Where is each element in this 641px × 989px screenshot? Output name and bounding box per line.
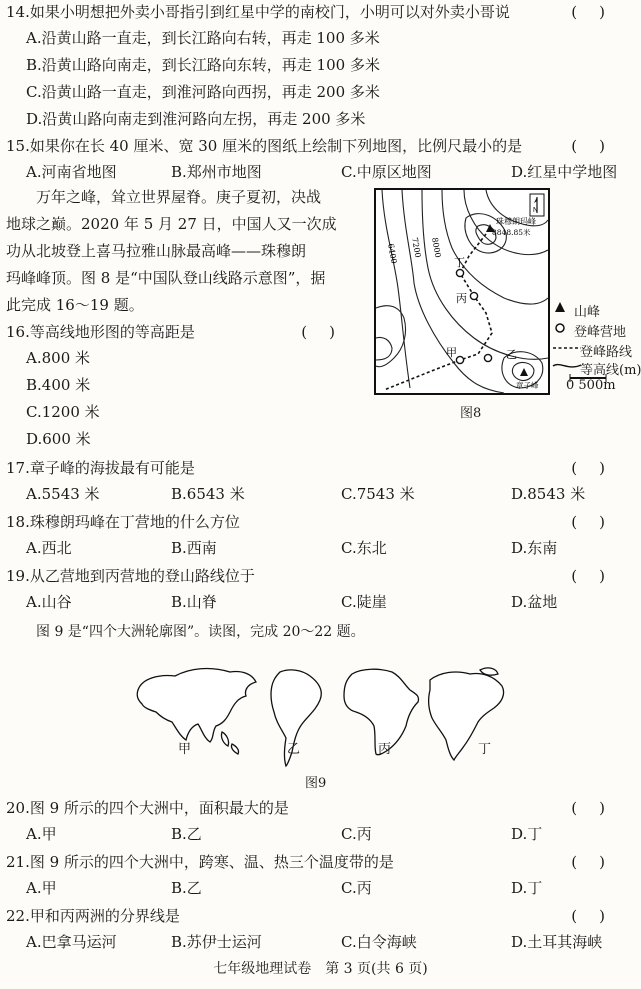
intro-line-1: 万年之峰，耸立世界屋脊。庚子夏初，决战 bbox=[36, 188, 322, 206]
zhangzi-peak-label: 章子峰 bbox=[516, 381, 539, 390]
q15-option-b: B.郑州市地图 bbox=[171, 163, 262, 181]
continent-ding-outline bbox=[429, 672, 504, 760]
q19-answer-paren: () bbox=[571, 567, 627, 585]
q14-stem bbox=[6, 2, 633, 24]
q16-option-a: A.800 米 bbox=[26, 349, 90, 367]
north-arrow-icon bbox=[530, 194, 544, 216]
continent-label-jia: 甲 bbox=[178, 742, 192, 757]
q16-stem bbox=[6, 322, 361, 344]
q20-stem bbox=[6, 798, 633, 820]
q15-option-d: D.红星中学地图 bbox=[511, 163, 618, 181]
camp-bing-label: 丙 bbox=[456, 292, 467, 305]
camp-yi-marker bbox=[484, 354, 491, 361]
q17-answer-paren: () bbox=[571, 459, 627, 477]
intro-line-3: 功从北坡登上喜马拉雅山脉最高峰——珠穆朗 bbox=[6, 242, 307, 260]
q21-option-d: D.丁 bbox=[511, 879, 543, 897]
q21-option-b: B.乙 bbox=[171, 879, 202, 897]
q14-option-a: A.沿黄山路一直走，到长江路向右转，再走 100 多米 bbox=[26, 29, 380, 47]
q19-option-c: C.陡崖 bbox=[341, 593, 387, 611]
q21-option-a: A.甲 bbox=[26, 879, 57, 897]
q20-option-d: D.丁 bbox=[511, 825, 543, 843]
q19-options bbox=[26, 592, 633, 614]
q18-option-a: A.西北 bbox=[26, 539, 72, 557]
q18-option-b: B.西南 bbox=[171, 539, 217, 557]
intro-line-5: 此完成 16～19 题。 bbox=[6, 296, 144, 314]
legend-peak-icon bbox=[552, 300, 570, 314]
q17-option-c: C.7543 米 bbox=[341, 485, 415, 503]
q22-option-c: C.白令海峡 bbox=[341, 933, 417, 951]
q21-answer-paren: () bbox=[571, 853, 627, 871]
legend-contour-icon bbox=[552, 359, 582, 373]
continent-jia-outline bbox=[137, 669, 256, 742]
q19-option-a: A.山谷 bbox=[26, 593, 72, 611]
q20-option-c: C.丙 bbox=[341, 825, 372, 843]
q22-options bbox=[26, 932, 633, 954]
q14-option-c: C.沿黄山路一直走，到淮河路向西拐，再走 200 多米 bbox=[26, 83, 380, 101]
q20-option-b: B.乙 bbox=[171, 825, 202, 843]
q22-answer-paren: () bbox=[571, 907, 627, 925]
q15-stem-text: 15.如果你在长 40 厘米、宽 30 厘米的图纸上绘制下列地图，比例尺最小的是 bbox=[6, 137, 523, 155]
q17-option-a: A.5543 米 bbox=[26, 485, 100, 503]
camp-bing-marker bbox=[470, 292, 477, 299]
legend-peak-label: 山峰 bbox=[574, 305, 601, 320]
q19-option-d: D.盆地 bbox=[511, 593, 558, 611]
q19-stem-text: 19.从乙营地到丙营地的登山路线位于 bbox=[6, 567, 255, 585]
q14-answer-paren: () bbox=[571, 3, 627, 21]
q17-option-d: D.8543 米 bbox=[511, 485, 586, 503]
q18-stem bbox=[6, 512, 633, 534]
q20-stem-text: 20.图 9 所示的四个大洲中，面积最大的是 bbox=[6, 799, 289, 817]
north-label: N bbox=[533, 207, 539, 214]
q14-stem-text: 14.如果小明想把外卖小哥指引到红星中学的南校门，小明可以对外卖小哥说 bbox=[6, 3, 510, 21]
q14-option-d: D.沿黄山路向南走到淮河路向左拐，再走 200 多米 bbox=[26, 110, 366, 128]
q18-option-c: C.东北 bbox=[341, 539, 387, 557]
q18-answer-paren: () bbox=[571, 513, 627, 531]
q17-options bbox=[26, 484, 633, 506]
legend-route-icon bbox=[552, 341, 582, 355]
q18-option-d: D.东南 bbox=[511, 539, 558, 557]
intro-line-2: 地球之巅。2020 年 5 月 27 日，中国人又一次成 bbox=[6, 215, 337, 233]
q21-options bbox=[26, 878, 633, 900]
q21-stem bbox=[6, 852, 633, 874]
q16-stem-text: 16.等高线地形图的等高距是 bbox=[6, 323, 195, 341]
camp-jia-label: 甲 bbox=[446, 346, 457, 359]
q14-option-b: B.沿黄山路向南走，到长江路向东转，再走 100 多米 bbox=[26, 56, 380, 74]
legend-camp-icon bbox=[552, 321, 570, 335]
contour-label-6400: 6400 bbox=[386, 242, 399, 265]
q15-stem bbox=[6, 136, 633, 158]
intro2-text: 图 9 是“四个大洲轮廓图”。读图，完成 20～22 题。 bbox=[36, 624, 365, 640]
q20-option-a: A.甲 bbox=[26, 825, 57, 843]
q15-option-c: C.中原区地图 bbox=[341, 163, 432, 181]
q22-option-a: A.巴拿马运河 bbox=[26, 933, 117, 951]
q22-option-d: D.土耳其海峡 bbox=[511, 933, 603, 951]
page-footer: 七年级地理试卷 第 3 页(共 6 页) bbox=[213, 961, 428, 977]
q22-option-b: B.苏伊士运河 bbox=[171, 933, 262, 951]
intro-paragraph bbox=[6, 184, 366, 319]
peak-name: 珠穆朗玛峰 bbox=[496, 217, 536, 226]
camp-yi-label: 乙 bbox=[506, 348, 517, 361]
legend-route-label: 登峰路线 bbox=[580, 345, 633, 360]
everest-contour-map bbox=[374, 188, 550, 396]
peak-height: 8848.85米 bbox=[492, 228, 531, 237]
q16-option-b: B.400 米 bbox=[26, 376, 91, 394]
continent-label-ding: 丁 bbox=[478, 742, 492, 757]
q15-option-a: A.河南省地图 bbox=[26, 163, 117, 181]
contour-label-8000: 8000 bbox=[430, 236, 443, 259]
q15-answer-paren: () bbox=[571, 137, 627, 155]
q16-answer-paren: () bbox=[301, 323, 357, 341]
q17-stem bbox=[6, 458, 633, 480]
q19-stem bbox=[6, 566, 633, 588]
q21-option-c: C.丙 bbox=[341, 879, 372, 897]
camp-jia-marker bbox=[456, 356, 463, 363]
q22-stem bbox=[6, 906, 633, 928]
scale-label: 0 500m bbox=[566, 378, 616, 393]
q20-options bbox=[26, 824, 633, 846]
q22-stem-text: 22.甲和丙两洲的分界线是 bbox=[6, 907, 180, 925]
legend-contour-label: 等高线(m) bbox=[580, 363, 641, 378]
fig8-caption: 图8 bbox=[460, 406, 482, 421]
q17-option-b: B.6543 米 bbox=[171, 485, 245, 503]
continent-label-yi: 乙 bbox=[287, 742, 301, 757]
camp-ding-label: 丁 bbox=[454, 256, 465, 269]
continent-label-bing: 丙 bbox=[378, 742, 392, 757]
intro-line-4: 玛峰峰顶。图 8 是“中国队登山线路示意图”，据 bbox=[6, 269, 326, 287]
q18-options bbox=[26, 538, 633, 560]
contour-label-7200: 7200 bbox=[410, 236, 423, 259]
camp-ding-marker bbox=[456, 269, 463, 276]
q19-option-b: B.山脊 bbox=[171, 593, 217, 611]
q20-answer-paren: () bbox=[571, 799, 627, 817]
q16-option-d: D.600 米 bbox=[26, 430, 91, 448]
fig9-caption: 图9 bbox=[305, 776, 327, 791]
q15-options bbox=[26, 162, 633, 184]
q16-option-c: C.1200 米 bbox=[26, 403, 100, 421]
q17-stem-text: 17.章子峰的海拔最有可能是 bbox=[6, 459, 195, 477]
q18-stem-text: 18.珠穆朗玛峰在丁营地的什么方位 bbox=[6, 513, 240, 531]
q21-stem-text: 21.图 9 所示的四个大洲中，跨寒、温、热三个温度带的是 bbox=[6, 853, 394, 871]
legend-camp-label: 登峰营地 bbox=[574, 325, 627, 340]
